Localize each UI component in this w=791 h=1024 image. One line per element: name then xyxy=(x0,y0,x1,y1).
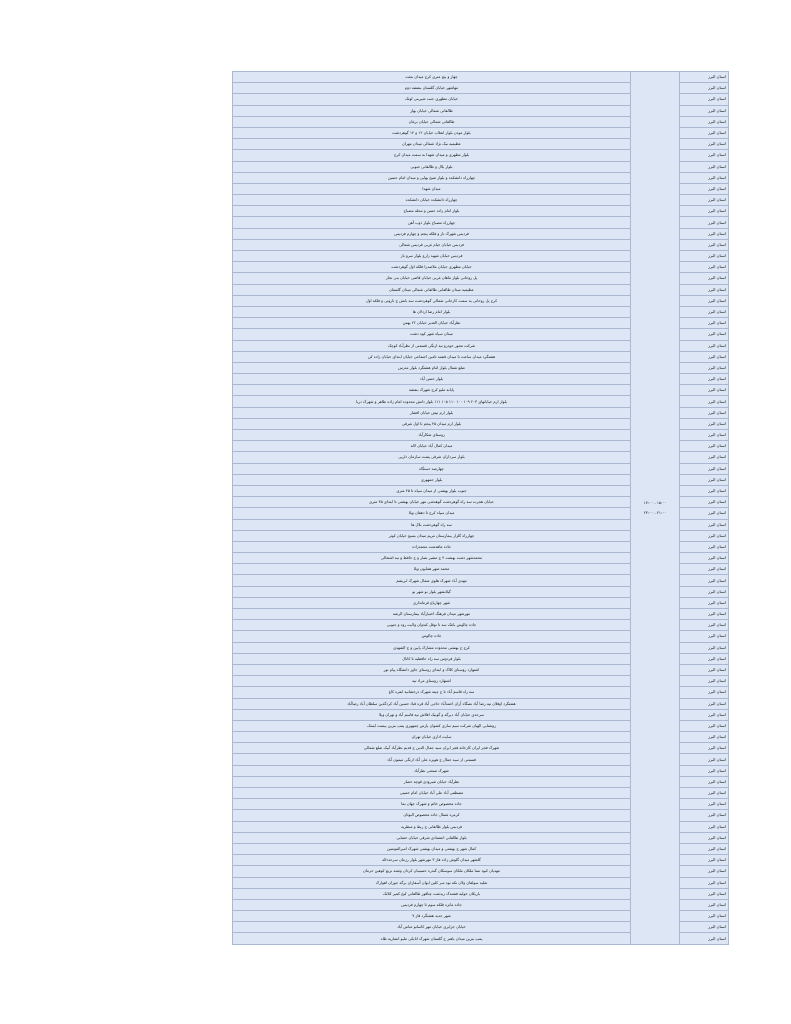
province-cell: استان البرز xyxy=(680,586,729,597)
province-cell: استان البرز xyxy=(680,508,729,519)
province-cell: استان البرز xyxy=(680,251,729,262)
province-cell: استان البرز xyxy=(680,463,729,474)
province-cell: استان البرز xyxy=(680,474,729,485)
area-cell: روستای شکارآباد xyxy=(233,430,631,441)
time-slot: ۲۱:۰۰ - ۲۳:۰۰ xyxy=(643,509,667,515)
province-cell: استان البرز xyxy=(680,933,729,944)
province-cell: استان البرز xyxy=(680,430,729,441)
province-cell: استان البرز xyxy=(680,306,729,317)
province-cell: استان البرز xyxy=(680,284,729,295)
province-cell: استان البرز xyxy=(680,172,729,183)
area-cell: مهرشهر میدان فرهنگ اختیارآباد بیمارستان الرضه xyxy=(233,609,631,620)
province-cell: استان البرز xyxy=(680,150,729,161)
area-cell: فردیس بلوار طالقانی ج ربط و منظریه xyxy=(233,821,631,832)
area-cell: شهر چهارباغ فرمانداری xyxy=(233,597,631,608)
area-cell: پمپ بنزین میدان باهنر ج گلستان شهرک اتابکی ملبو انصاریه طاه xyxy=(233,933,631,944)
province-cell: استان البرز xyxy=(680,407,729,418)
area-cell: اشتهارد روستای مراد تپه xyxy=(233,676,631,687)
province-cell: استان البرز xyxy=(680,720,729,731)
area-cell: نظرآباد خیابان شیرودی قوچه حصار xyxy=(233,776,631,787)
province-cell: استان البرز xyxy=(680,497,729,508)
area-cell: شهر جدید هشتگرد فاز ۷ xyxy=(233,911,631,922)
province-cell: استان البرز xyxy=(680,206,729,217)
province-cell: استان البرز xyxy=(680,105,729,116)
area-cell: جنوب بلوار بهشتی از میدان سپاه تا ۴۵ متری xyxy=(233,485,631,496)
area-cell: جاده مخصوص خاتم و شهرک جهان نما xyxy=(233,799,631,810)
province-cell: استان البرز xyxy=(680,664,729,675)
province-cell: استان البرز xyxy=(680,687,729,698)
area-cell: جاده مانزه فلکه سوم تا چهارم فردیس xyxy=(233,899,631,910)
area-cell: سه راه قاسم آباد تا ج چیته شهرک درخشانیه ابقره کاغ xyxy=(233,687,631,698)
province-cell: استان البرز xyxy=(680,855,729,866)
province-cell: استان البرز xyxy=(680,597,729,608)
area-cell: میدان شهدا xyxy=(233,183,631,194)
province-cell: استان البرز xyxy=(680,262,729,273)
province-cell: استان البرز xyxy=(680,866,729,877)
area-cell: چهارراه گلزار بیمارستان مریم میدان بسیج خیابان کوثر xyxy=(233,530,631,541)
area-cell: مهدیان کبود نسا ملکان ملکان سوسکان گندره حسینبان کردان وشته نزیچ کوهین حرمان xyxy=(233,866,631,877)
area-cell: چهارراه دانشکده و بلوار شیخ بهایی و میدان امام حسین xyxy=(233,172,631,183)
schedule-table xyxy=(232,71,729,945)
province-cell: استان البرز xyxy=(680,441,729,452)
area-cell: شلید سولقان ولان نکه نوه سر کلین ایوان آسفاران برگه جوران اهوارک xyxy=(233,877,631,888)
province-cell: استان البرز xyxy=(680,273,729,284)
province-cell: استان البرز xyxy=(680,676,729,687)
province-cell: استان البرز xyxy=(680,374,729,385)
area-cell: هشتگرد اوقلان تپه رضا آباد نصگاه آران احمدآباد حاجی آباد قره قباد حسین آباد کردگذین سلطان آباد رضاآباد xyxy=(233,698,631,709)
area-cell: بلوار بلال و طالقانی جنوبی xyxy=(233,161,631,172)
area-cell: فردیس شهرک نار و فلکه پنجم و چهارم فردیس xyxy=(233,228,631,239)
area-cell: طالقانی شمالی خیابان برغان xyxy=(233,116,631,127)
area-cell: بلوار فردوس سه راه حافظیه تا کانال xyxy=(233,653,631,664)
province-cell: استان البرز xyxy=(680,877,729,888)
province-cell: استان البرز xyxy=(680,541,729,552)
province-cell: استان البرز xyxy=(680,217,729,228)
area-cell: بلوار موذن بلوار انقلاب خیابان ۱۲ و ۱۴ گوهردشت xyxy=(233,127,631,138)
province-cell: استان البرز xyxy=(680,810,729,821)
province-cell: استان البرز xyxy=(680,620,729,631)
province-cell: استان البرز xyxy=(680,340,729,351)
province-cell: استان البرز xyxy=(680,899,729,910)
province-cell: استان البرز xyxy=(680,653,729,664)
province-cell: استان البرز xyxy=(680,799,729,810)
area-cell: سرحدی خیابان آباد دیرگه و گونیک افلاش تپه قاسم آباد و تهران ویلا xyxy=(233,709,631,720)
area-cell: بلوار حسن آباد xyxy=(233,374,631,385)
area-cell: باریکان خولیه فشندک زیدشت چناقور طالقانی کیخ کمیر کلانک xyxy=(233,888,631,899)
province-cell: استان البرز xyxy=(680,351,729,362)
table-row xyxy=(233,72,729,83)
area-cell: طالقانی شمالی خیابان بهار xyxy=(233,105,631,116)
province-cell: استان البرز xyxy=(680,228,729,239)
area-cell: محمدشهر دشت بهشت ۴ ج مشیر نصار و ج حافظ و نیه اشتغالی xyxy=(233,553,631,564)
area-cell: فردیس خیابان خیام غربی فردیس شمالی xyxy=(233,239,631,250)
province-cell: استان البرز xyxy=(680,183,729,194)
province-cell: استان البرز xyxy=(680,888,729,899)
area-cell: عظیمیه میدان طالقانی طالقانی شمالی میدان گلستان xyxy=(233,284,631,295)
area-cell: میدان سپاه کرج تا دهقان ویلا xyxy=(233,508,631,519)
area-cell: بلوار امام رضا اردلان ها xyxy=(233,306,631,317)
area-cell: بلوار امام زاده حسن و محله مصباح xyxy=(233,206,631,217)
province-cell: استان البرز xyxy=(680,911,729,922)
province-cell: استان البرز xyxy=(680,116,729,127)
province-cell: استان البرز xyxy=(680,631,729,642)
province-cell: استان البرز xyxy=(680,922,729,933)
area-cell: بلوار ارم تپش خیابان افشار xyxy=(233,407,631,418)
province-cell: استان البرز xyxy=(680,732,729,743)
area-cell: روشنایی الهیان شرکت سیم سازی کشوان پارس چمهوری پمپ بنزین بیست ایسک xyxy=(233,720,631,731)
province-cell: استان البرز xyxy=(680,418,729,429)
area-cell: سایت اداری خیابان تهران xyxy=(233,732,631,743)
province-cell: استان البرز xyxy=(680,139,729,150)
province-cell: استان البرز xyxy=(680,485,729,496)
province-cell: استان البرز xyxy=(680,843,729,854)
area-cell: هشتگرد میدان ساعت تا میدان قشند تامین اجتماعی خیابان ابتدای خیابان زاده کن xyxy=(233,351,631,362)
province-cell: استان البرز xyxy=(680,127,729,138)
province-cell: استان البرز xyxy=(680,239,729,250)
area-cell: بلوار سرداران شرقی پشت سازمان داریی xyxy=(233,452,631,463)
province-cell: استان البرز xyxy=(680,329,729,340)
area-cell: سه راه گوهردشت بلال ها xyxy=(233,519,631,530)
area-cell: مهدی آباد شهرک هلوی شمال شهرک ابریشم xyxy=(233,575,631,586)
area-cell: جاده چالوس xyxy=(233,631,631,642)
province-cell: استان البرز xyxy=(680,94,729,105)
province-cell: استان البرز xyxy=(680,776,729,787)
area-cell: قسمتی از سید جمال ج هویزه علی آباد ازنگی میمون آباد xyxy=(233,754,631,765)
province-cell: استان البرز xyxy=(680,295,729,306)
province-cell: استان البرز xyxy=(680,385,729,396)
area-cell: بلوار جمهوری xyxy=(233,474,631,485)
area-cell: نظرآباد خیابان الغدیر خیابان ۲۲ بهمن xyxy=(233,318,631,329)
province-cell: استان البرز xyxy=(680,642,729,653)
area-cell: چهارصد دستگاه xyxy=(233,463,631,474)
area-cell: کمال شهر ج بهشتی و میدان بهشتی شهرک امیرالمومنین xyxy=(233,843,631,854)
province-cell: استان البرز xyxy=(680,575,729,586)
area-cell: میدان سپاه شهر کوه دشت xyxy=(233,329,631,340)
province-cell: استان البرز xyxy=(680,519,729,530)
area-cell: جاده ماهدشت محمدزاده xyxy=(233,541,631,552)
province-cell: استان البرز xyxy=(680,788,729,799)
area-cell: خیابان جزایری خیابان مهر کاسانو عباس آباد xyxy=(233,922,631,933)
area-cell: میدان کمال آباد خیابان لاله xyxy=(233,441,631,452)
area-cell: پل روحانی بلوار ماهان غربی خیابان قاضی خیابان بنی نجار xyxy=(233,273,631,284)
province-cell: استان البرز xyxy=(680,698,729,709)
province-cell: استان البرز xyxy=(680,821,729,832)
province-cell: استان البرز xyxy=(680,161,729,172)
area-cell: مهاشهر خیابان گلستان بنفشه دوم xyxy=(233,83,631,94)
time-slot: ۱۵:۰۰ - ۱۷:۰۰ xyxy=(643,499,667,505)
province-cell: استان البرز xyxy=(680,195,729,206)
area-cell: مصطفی آباد علی آباد خیابان امام خمینی xyxy=(233,788,631,799)
area-cell: فردیس خیابان شهید زارع بلوار سرو ناز xyxy=(233,251,631,262)
area-cell: اشتهارد روستای کلاک و ابتدای روستای جاور دانشگاه پیام نور xyxy=(233,664,631,675)
time-slots-cell xyxy=(631,72,680,945)
area-cell: شرکت محور خودرو تیه ازنگی قسمتی از نظرآباد کوچک xyxy=(233,340,631,351)
area-cell: پایانه ملبو کرج شهرک بنفشه xyxy=(233,385,631,396)
area-cell: بلوار مطهری و میدان شهدا به سمت میدان کرج xyxy=(233,150,631,161)
province-cell: استان البرز xyxy=(680,832,729,843)
province-cell: استان البرز xyxy=(680,362,729,373)
area-cell: جاده چالوس باغک سد تا توقل کندوان ولایت رود و جنوبی xyxy=(233,620,631,631)
area-cell: چهارراه مصباح بلوار ذوب آهن xyxy=(233,217,631,228)
province-cell: استان البرز xyxy=(680,609,729,620)
area-cell: خیابان مطهری جنب شیرینی لوتک xyxy=(233,94,631,105)
area-cell: ضلع شمال بلوار امام هشتگرد بلوار مدرس xyxy=(233,362,631,373)
area-cell: چهارراه دانشکده خیابان دانشکده xyxy=(233,195,631,206)
province-cell: استان البرز xyxy=(680,452,729,463)
province-cell: استان البرز xyxy=(680,709,729,720)
area-cell: کرج پل روحانی به سمت کارخانی شمالی گوهردشت سه بانش ج نارونی و فلکه اول xyxy=(233,295,631,306)
province-cell: استان البرز xyxy=(680,318,729,329)
province-cell: استان البرز xyxy=(680,72,729,83)
province-cell: استان البرز xyxy=(680,765,729,776)
province-cell: استان البرز xyxy=(680,553,729,564)
area-cell: بلوار ارم میدان ۴۵ پنجم تا اول شرقی xyxy=(233,418,631,429)
area-cell: محمد شهر همایون ویلا xyxy=(233,564,631,575)
province-cell: استان البرز xyxy=(680,564,729,575)
province-cell: استان البرز xyxy=(680,754,729,765)
area-cell: بلوار طالقانی اعتصادی شرقی خیابان خضایی xyxy=(233,832,631,843)
area-cell: کرمره شمال جاده مخصوص البوئان xyxy=(233,810,631,821)
area-cell: گلشهر میدان گلوش زاده فاز ۳ مهرشهر بلوار رزمان سرحدداله xyxy=(233,855,631,866)
area-cell: عظیمیه نیک نژاد شمالی میدان مهران xyxy=(233,139,631,150)
area-cell: چهار و پنج متری کرج میدان بعثت xyxy=(233,72,631,83)
area-cell: خیابان مطهری خیابان ملاصدرا فلکه اول گوهردشت xyxy=(233,262,631,273)
area-cell: گیلانشهر بلوار نو شهر نو xyxy=(233,586,631,597)
area-cell: شهرک صنعتی نظرآباد xyxy=(233,765,631,776)
area-cell: بلوار ارم خیابانهای ۲۰۳ ۱۰۹ ۱۰۰ ۱۱۰ ۱۰۵ ۱۱۱ بلوار دانش محدوده امام زاده طاهر و شهرک دریا xyxy=(233,396,631,407)
province-cell: استان البرز xyxy=(680,396,729,407)
outage-schedule-table xyxy=(232,71,729,945)
province-cell: استان البرز xyxy=(680,743,729,754)
province-cell: استان البرز xyxy=(680,530,729,541)
area-cell: خیابان هجرت سه راه گوهردشت گوهدشی مهر خیابان بهشتی تا ابتدای ۴۵ متری xyxy=(233,497,631,508)
area-cell: کرج ج بهشتی محدوده مشارک پایین و ج الشهدی xyxy=(233,642,631,653)
area-cell: شهرک فجر ایران کارخانه فجر ایران سید جمال الدین ج قدیم نظرآباد آبیک ضلع شمالی xyxy=(233,743,631,754)
province-cell: استان البرز xyxy=(680,83,729,94)
